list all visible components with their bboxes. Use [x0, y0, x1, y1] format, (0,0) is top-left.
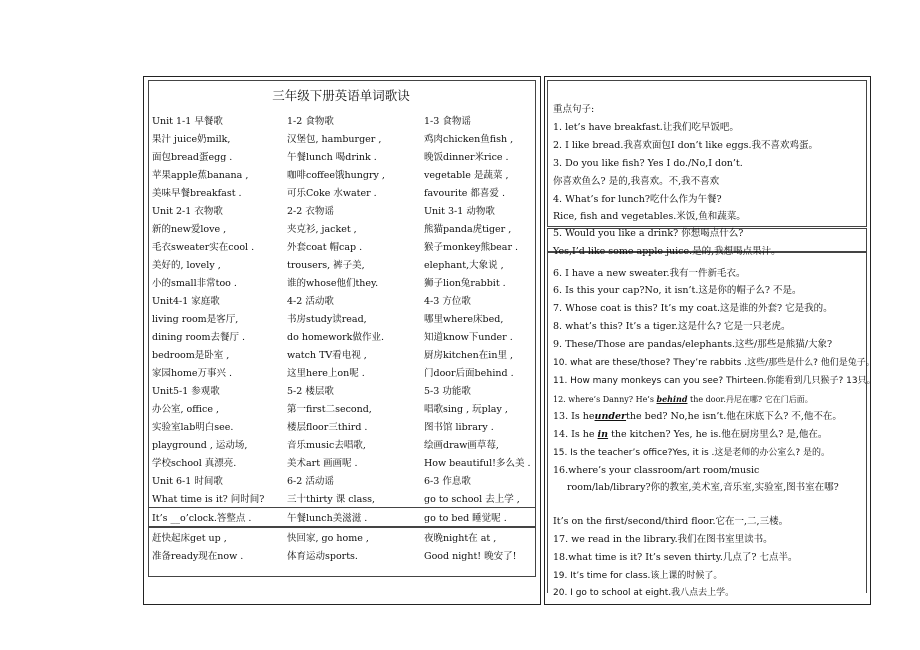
- rhyme-cell: It’s __o’clock.答整点 .: [152, 513, 252, 524]
- sentence-line: 5. Would you like a drink? 你想喝点什么?: [553, 228, 744, 239]
- rhyme-row: [152, 167, 536, 183]
- rhyme-cell: 夜晚night在 at ,: [424, 533, 497, 544]
- rhyme-row: [152, 455, 536, 471]
- emphasized-word: in: [597, 429, 609, 440]
- rhyme-cell: 图书馆 library .: [424, 422, 494, 433]
- rhyme-row: [152, 131, 536, 147]
- rhyme-row: [152, 149, 536, 165]
- rhyme-cell: bedroom是卧室 ,: [152, 350, 230, 361]
- emphasized-word: under: [594, 411, 627, 422]
- rhyme-cell: do homework做作业.: [287, 332, 384, 343]
- rhyme-cell: 办公室, office ,: [152, 404, 220, 415]
- rhyme-cell: go to bed 睡觉呢 .: [424, 513, 507, 524]
- rhyme-cell: 可乐Coke 水water .: [287, 188, 377, 199]
- rhyme-cell: 果汁 juice奶milk,: [152, 134, 231, 145]
- sentence-line: 11. How many monkeys can you see? Thirteen.你能看到几只猴子? 13只。: [553, 376, 876, 386]
- rhyme-cell: 家园home万事兴 .: [152, 368, 233, 379]
- rhyme-cell: 4-3 方位歌: [424, 296, 471, 307]
- rhyme-cell: Unit 2-1 衣物歌: [152, 206, 223, 217]
- sentence-line: 12. where’s Danny? He’s behind the door.丹尼在哪? 它在门后面。: [553, 394, 813, 404]
- rhyme-row: [152, 510, 536, 526]
- rhyme-cell: living room是客厅,: [152, 314, 239, 325]
- rhyme-cell: 楼层floor三third .: [287, 422, 368, 433]
- rhyme-cell: 5-2 楼层歌: [287, 386, 334, 397]
- sentence-line: 10. what are these/those? They’re rabbits .这些/那些是什么? 他们是兔子。: [553, 358, 875, 368]
- rhyme-cell: dining room去餐厅 .: [152, 332, 246, 343]
- rhyme-row: [152, 401, 536, 417]
- rhyme-cell: Unit5-1 参观歌: [152, 386, 220, 397]
- sentence-line: 7. Whose coat is this? It’s my coat.这是谁的外套? 它是我的。: [553, 303, 833, 314]
- rhyme-cell: 音乐music去唱歌,: [287, 440, 366, 451]
- rhyme-cell: 新的new爱love ,: [152, 224, 227, 235]
- rhyme-row: [152, 113, 536, 129]
- rhyme-cell: 唱歌sing , 玩play ,: [424, 404, 508, 415]
- sentence-line: 9. These/Those are pandas/elephants.这些/那些是熊猫/大象?: [553, 339, 833, 350]
- sentence-line: 2. I like bread.我喜欢面包I don’t like eggs.我不喜欢鸡蛋。: [553, 140, 819, 151]
- rhyme-cell: 午餐lunch 喝drink .: [287, 152, 377, 163]
- rhyme-cell: 咖啡coffee饿hungry ,: [287, 170, 385, 181]
- rhyme-cell: 第一first二second,: [287, 404, 372, 415]
- rhyme-cell: 谁的whose他们they.: [287, 278, 379, 289]
- rhyme-cell: 毛衣sweater实在cool .: [152, 242, 255, 253]
- rhyme-row: [152, 257, 536, 273]
- rhyme-cell: 猴子monkey熊bear .: [424, 242, 519, 253]
- rhyme-cell: favourite 都喜爱 .: [424, 188, 505, 199]
- rhyme-cell: 门door后面behind .: [424, 368, 514, 379]
- rhyme-cell: Unit 6-1 时间歌: [152, 476, 223, 487]
- sentence-line: 13. Is heunderthe bed? No,he isn’t.他在床底下么? 不,他不在。: [553, 411, 842, 422]
- rhyme-cell: 小的small非常too .: [152, 278, 237, 289]
- emphasized-word: behind: [656, 394, 688, 404]
- rhyme-cell: Unit 1-1 早餐歌: [152, 116, 223, 127]
- rhyme-row: [152, 347, 536, 363]
- sentence-line: 17. we read in the library.我们在图书室里读书。: [553, 534, 773, 545]
- rhyme-row: [152, 437, 536, 453]
- rhyme-row: [152, 419, 536, 435]
- rhyme-cell: 苹果apple蕉banana ,: [152, 170, 249, 181]
- rhyme-cell: Unit 3-1 动物歌: [424, 206, 495, 217]
- sentence-line: 3. Do you like fish? Yes I do./No,I don’t.: [553, 158, 743, 169]
- rhyme-cell: 鸡肉chicken鱼fish ,: [424, 134, 514, 145]
- sentence-line: 19. It’s time for class.该上课的时候了。: [553, 571, 723, 581]
- rhyme-cell: 5-3 功能歌: [424, 386, 471, 397]
- rhyme-cell: 这里here上on呢 .: [287, 368, 365, 379]
- sentence-line: It’s on the first/second/third floor.它在一,二,三楼。: [553, 516, 789, 527]
- sentence-line: 1. let’s have breakfast.让我们吃早饭吧。: [553, 122, 739, 133]
- rhyme-row: [152, 491, 536, 507]
- sentences-heading: 重点句子:: [553, 104, 595, 115]
- page-title: 三年级下册英语单词歌诀: [272, 88, 410, 103]
- sentence-line: 18.what time is it? It’s seven thirty.几点了? 七点半。: [553, 552, 798, 563]
- rhyme-cell: watch TV看电视 ,: [287, 350, 367, 361]
- rhyme-row: [152, 221, 536, 237]
- rhyme-cell: 汉堡包, hamburger ,: [287, 134, 382, 145]
- rhyme-row: [152, 239, 536, 255]
- rhyme-row: [152, 365, 536, 381]
- rhyme-row: [152, 473, 536, 489]
- rhyme-cell: Unit4-1 家庭歌: [152, 296, 220, 307]
- sentence-line: 14. Is he in the kitchen? Yes, he is.他在厨房里么? 是,他在。: [553, 429, 828, 440]
- rhyme-cell: 外套coat 帽cap .: [287, 242, 363, 253]
- sentence-line: 你喜欢鱼么? 是的,我喜欢。不,我不喜欢: [553, 176, 720, 187]
- rhyme-row: [152, 293, 536, 309]
- rhyme-cell: Good night! 晚安了!: [424, 551, 517, 562]
- sentence-line: 4. What’s for lunch?吃什么作为午餐?: [553, 194, 722, 205]
- sentence-line: 20. I go to school at eight.我八点去上学。: [553, 588, 735, 598]
- rhyme-cell: 实验室lab明白see.: [152, 422, 234, 433]
- rhyme-cell: 哪里where床bed,: [424, 314, 504, 325]
- sentence-line: 6. I have a new sweater.我有一件新毛衣。: [553, 268, 746, 279]
- sentence-line: 6. Is this your cap?No, it isn’t.这是你的帽子么? 不是。: [553, 285, 802, 296]
- rhyme-cell: 知道know下under .: [424, 332, 513, 343]
- rhyme-row: [152, 203, 536, 219]
- sentence-line: 16.where’s your classroom/art room/music: [553, 465, 760, 476]
- rhyme-cell: 准备ready现在now .: [152, 551, 244, 562]
- rhyme-cell: 三十thirty 课 class,: [287, 494, 376, 505]
- rhyme-cell: 6-2 活动谣: [287, 476, 334, 487]
- rhyme-cell: 体育运动sports.: [287, 551, 358, 562]
- rhyme-cell: 2-2 衣物谣: [287, 206, 334, 217]
- rhyme-cell: vegetable 是蔬菜 ,: [424, 170, 509, 181]
- rhyme-cell: trousers, 裤子美,: [287, 260, 365, 271]
- sentence-line: Yes,I’d like some apple juice.是的,我想喝点果汁。: [553, 246, 781, 257]
- rhyme-cell: What time is it? 问时间?: [152, 494, 265, 505]
- rhyme-row: [152, 185, 536, 201]
- rhyme-cell: 美术art 画画呢 .: [287, 458, 358, 469]
- rhyme-row: [152, 530, 536, 546]
- rhyme-cell: 美味早餐breakfast .: [152, 188, 242, 199]
- rhyme-cell: 厨房kitchen在in里 ,: [424, 350, 513, 361]
- rhyme-cell: 午餐lunch美滋滋 .: [287, 513, 368, 524]
- sentence-line: Rice, fish and vegetables.米饭,鱼和蔬菜。: [553, 211, 746, 222]
- rhyme-cell: 熊猫panda虎tiger ,: [424, 224, 512, 235]
- rhyme-cell: 6-3 作息歌: [424, 476, 471, 487]
- rhyme-cell: 绘画draw画草莓,: [424, 440, 499, 451]
- rhyme-cell: How beautiful!多么美 .: [424, 458, 531, 469]
- rhyme-cell: 狮子lion兔rabbit .: [424, 278, 506, 289]
- rhyme-cell: 面包bread蛋egg .: [152, 152, 233, 163]
- rhyme-row: [152, 548, 536, 564]
- rhyme-row: [152, 311, 536, 327]
- rhyme-cell: 美好的, lovely ,: [152, 260, 221, 271]
- rhyme-cell: 书房study读read,: [287, 314, 367, 325]
- rhyme-cell: playground , 运动场,: [152, 440, 248, 451]
- rhyme-cell: 晚饭dinner米rice .: [424, 152, 509, 163]
- rhyme-cell: 夹克衫, jacket ,: [287, 224, 357, 235]
- sentence-line: room/lab/library?你的教室,美术室,音乐室,实验室,图书室在哪?: [567, 482, 839, 493]
- rhyme-cell: 赶快起床get up ,: [152, 533, 227, 544]
- rhyme-row: [152, 275, 536, 291]
- rhyme-cell: 学校school 真漂亮.: [152, 458, 237, 469]
- rhyme-cell: 快回家, go home ,: [287, 533, 369, 544]
- rhyme-cell: 1-2 食物歌: [287, 116, 334, 127]
- rhyme-cell: elephant,大象说 ,: [424, 260, 504, 271]
- rhyme-cell: 4-2 活动歌: [287, 296, 334, 307]
- sentence-line: 8. what’s this? It’s a tiger.这是什么? 它是一只老虎。: [553, 321, 791, 332]
- rhyme-cell: 1-3 食物谣: [424, 116, 471, 127]
- rhyme-row: [152, 383, 536, 399]
- rhyme-row: [152, 329, 536, 345]
- rhyme-cell: go to school 去上学 ,: [424, 494, 520, 505]
- sentence-line: 15. Is the teacher’s office?Yes, it is .这是老师的办公室么? 是的。: [553, 448, 831, 458]
